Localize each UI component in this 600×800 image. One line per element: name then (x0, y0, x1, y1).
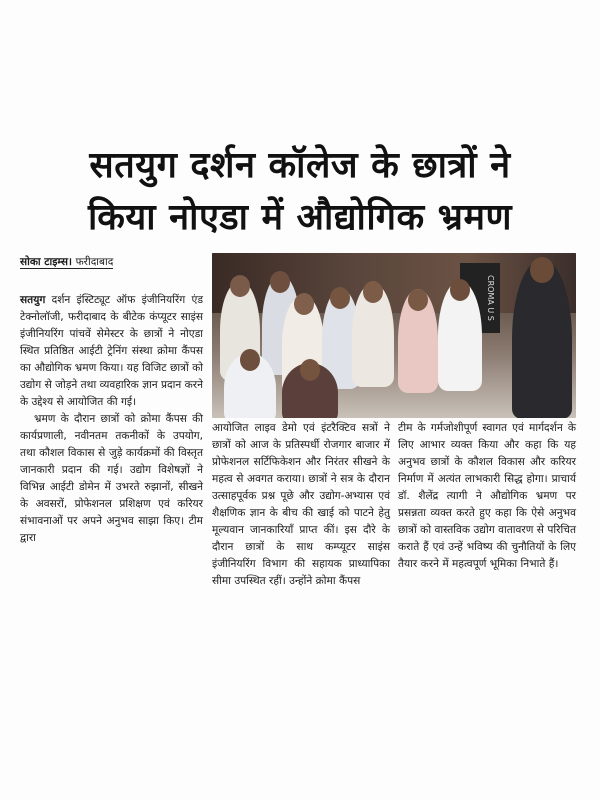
article-paragraph: टीम के गर्मजोशीपूर्ण स्वागत एवं मार्गदर्शन के लिए आभार व्यक्त किया और कहा कि यह अनुभव छात्रों के कौशल विकास और करियर निर्माण में अत्यंत लाभकारी सिद्ध होगा। प्राचार्य डॉ. शैलेंद्र त्यागी ने औद्योगिक भ्रमण पर प्रसन्नता व्यक्त करते हुए कहा कि ऐसे अनुभव छात्रों को वास्तविक उद्योग वातावरण से परिचित कराते हैं एवं उन्हें भविष्य की चुनौतियों के लिए तैयार करने में महत्वपूर्ण भूमिका निभाते हैं। (398, 422, 576, 570)
photo-head (450, 279, 470, 301)
byline-location: फरीदाबाद (75, 256, 114, 268)
byline (20, 255, 205, 271)
group-photo (212, 253, 576, 418)
photo-head (530, 257, 554, 283)
headline-line-1: सतयुग दर्शन कॉलेज के छात्रों ने (89, 145, 511, 186)
photo-head (294, 293, 314, 315)
article-column-3 (398, 420, 576, 573)
article-paragraph: भ्रमण के दौरान छात्रों को क्रोमा कैंपस की कार्यप्रणाली, नवीनतम तकनीकों के उपयोग, तथा कौशल विकास से जुड़े कार्यक्रमों की विस्तृत जानकारी प्रदान की गई। उद्योग विशेषज्ञों ने विभिन्न आईटी डोमेन में उभरते रुझानों, सीखने के अवसरों, प्रोफेशनल प्रशिक्षण एवं करियर संभावनाओं पर अपने अनुभव साझा किए। टीम द्वारा (20, 413, 203, 544)
article-paragraph: आयोजित लाइव डेमो एवं इंटरैक्टिव सत्रों ने छात्रों को आज के प्रतिस्पर्धी रोजगार बाजार में प्रोफेशनल सर्टिफिकेशन और निरंतर सीखने के महत्व से अवगत कराया। छात्रों ने सत्र के दौरान उत्साहपूर्वक प्रश्न पूछे और उद्योग-अभ्यास एवं शैक्षणिक ज्ञान के बीच की खाई को पाटने हेतु मूल्यवान जानकारियाँ प्राप्त कीं। इस दौरे के दौरान छात्रों के साथ कम्प्यूटर साइंस इंजीनियरिंग विभाग की सहायक प्राध्यापिका सीमा उपस्थित रहीं। उन्होंने क्रोमा कैंपस (212, 422, 390, 587)
photo-head (363, 281, 383, 303)
headline-line-2: किया नोएडा में औद्योगिक भ्रमण (87, 197, 513, 238)
photo-sign: CROMA U S (460, 263, 500, 333)
article-paragraph (20, 292, 203, 411)
photo-head (330, 287, 350, 309)
photo-head (408, 289, 428, 311)
article-column-1 (20, 292, 203, 547)
byline-source: सोका टाइम्स। फरीदाबाद (20, 256, 114, 268)
photo-head (300, 359, 320, 381)
photo-head (270, 271, 290, 293)
photo-head (230, 275, 250, 297)
article-text: दर्शन इंस्टिट्यूट ऑफ इंजीनियरिंग एंड टेक्नोलॉजी, फरीदाबाद के बीटेक कंप्यूटर साइंस इंजीनियरिंग पांचवें सेमेस्टर के छात्रों ने नोएडा स्थित प्रतिष्ठित आईटी ट्रेनिंग संस्था क्रोमा कैंपस का औद्योगिक भ्रमण किया। यह विजिट छात्रों को उद्योग से जोड़ने तथा व्यवहारिक ज्ञान प्रदान करने के उद्देश्य से आयोजित की गई। (20, 294, 203, 408)
article-column-2 (212, 420, 390, 590)
photo-head (240, 349, 260, 371)
headline (20, 140, 580, 244)
byline-source-name: सोका टाइम्स (20, 256, 68, 268)
article-lead-word: सतयुग (20, 294, 46, 306)
